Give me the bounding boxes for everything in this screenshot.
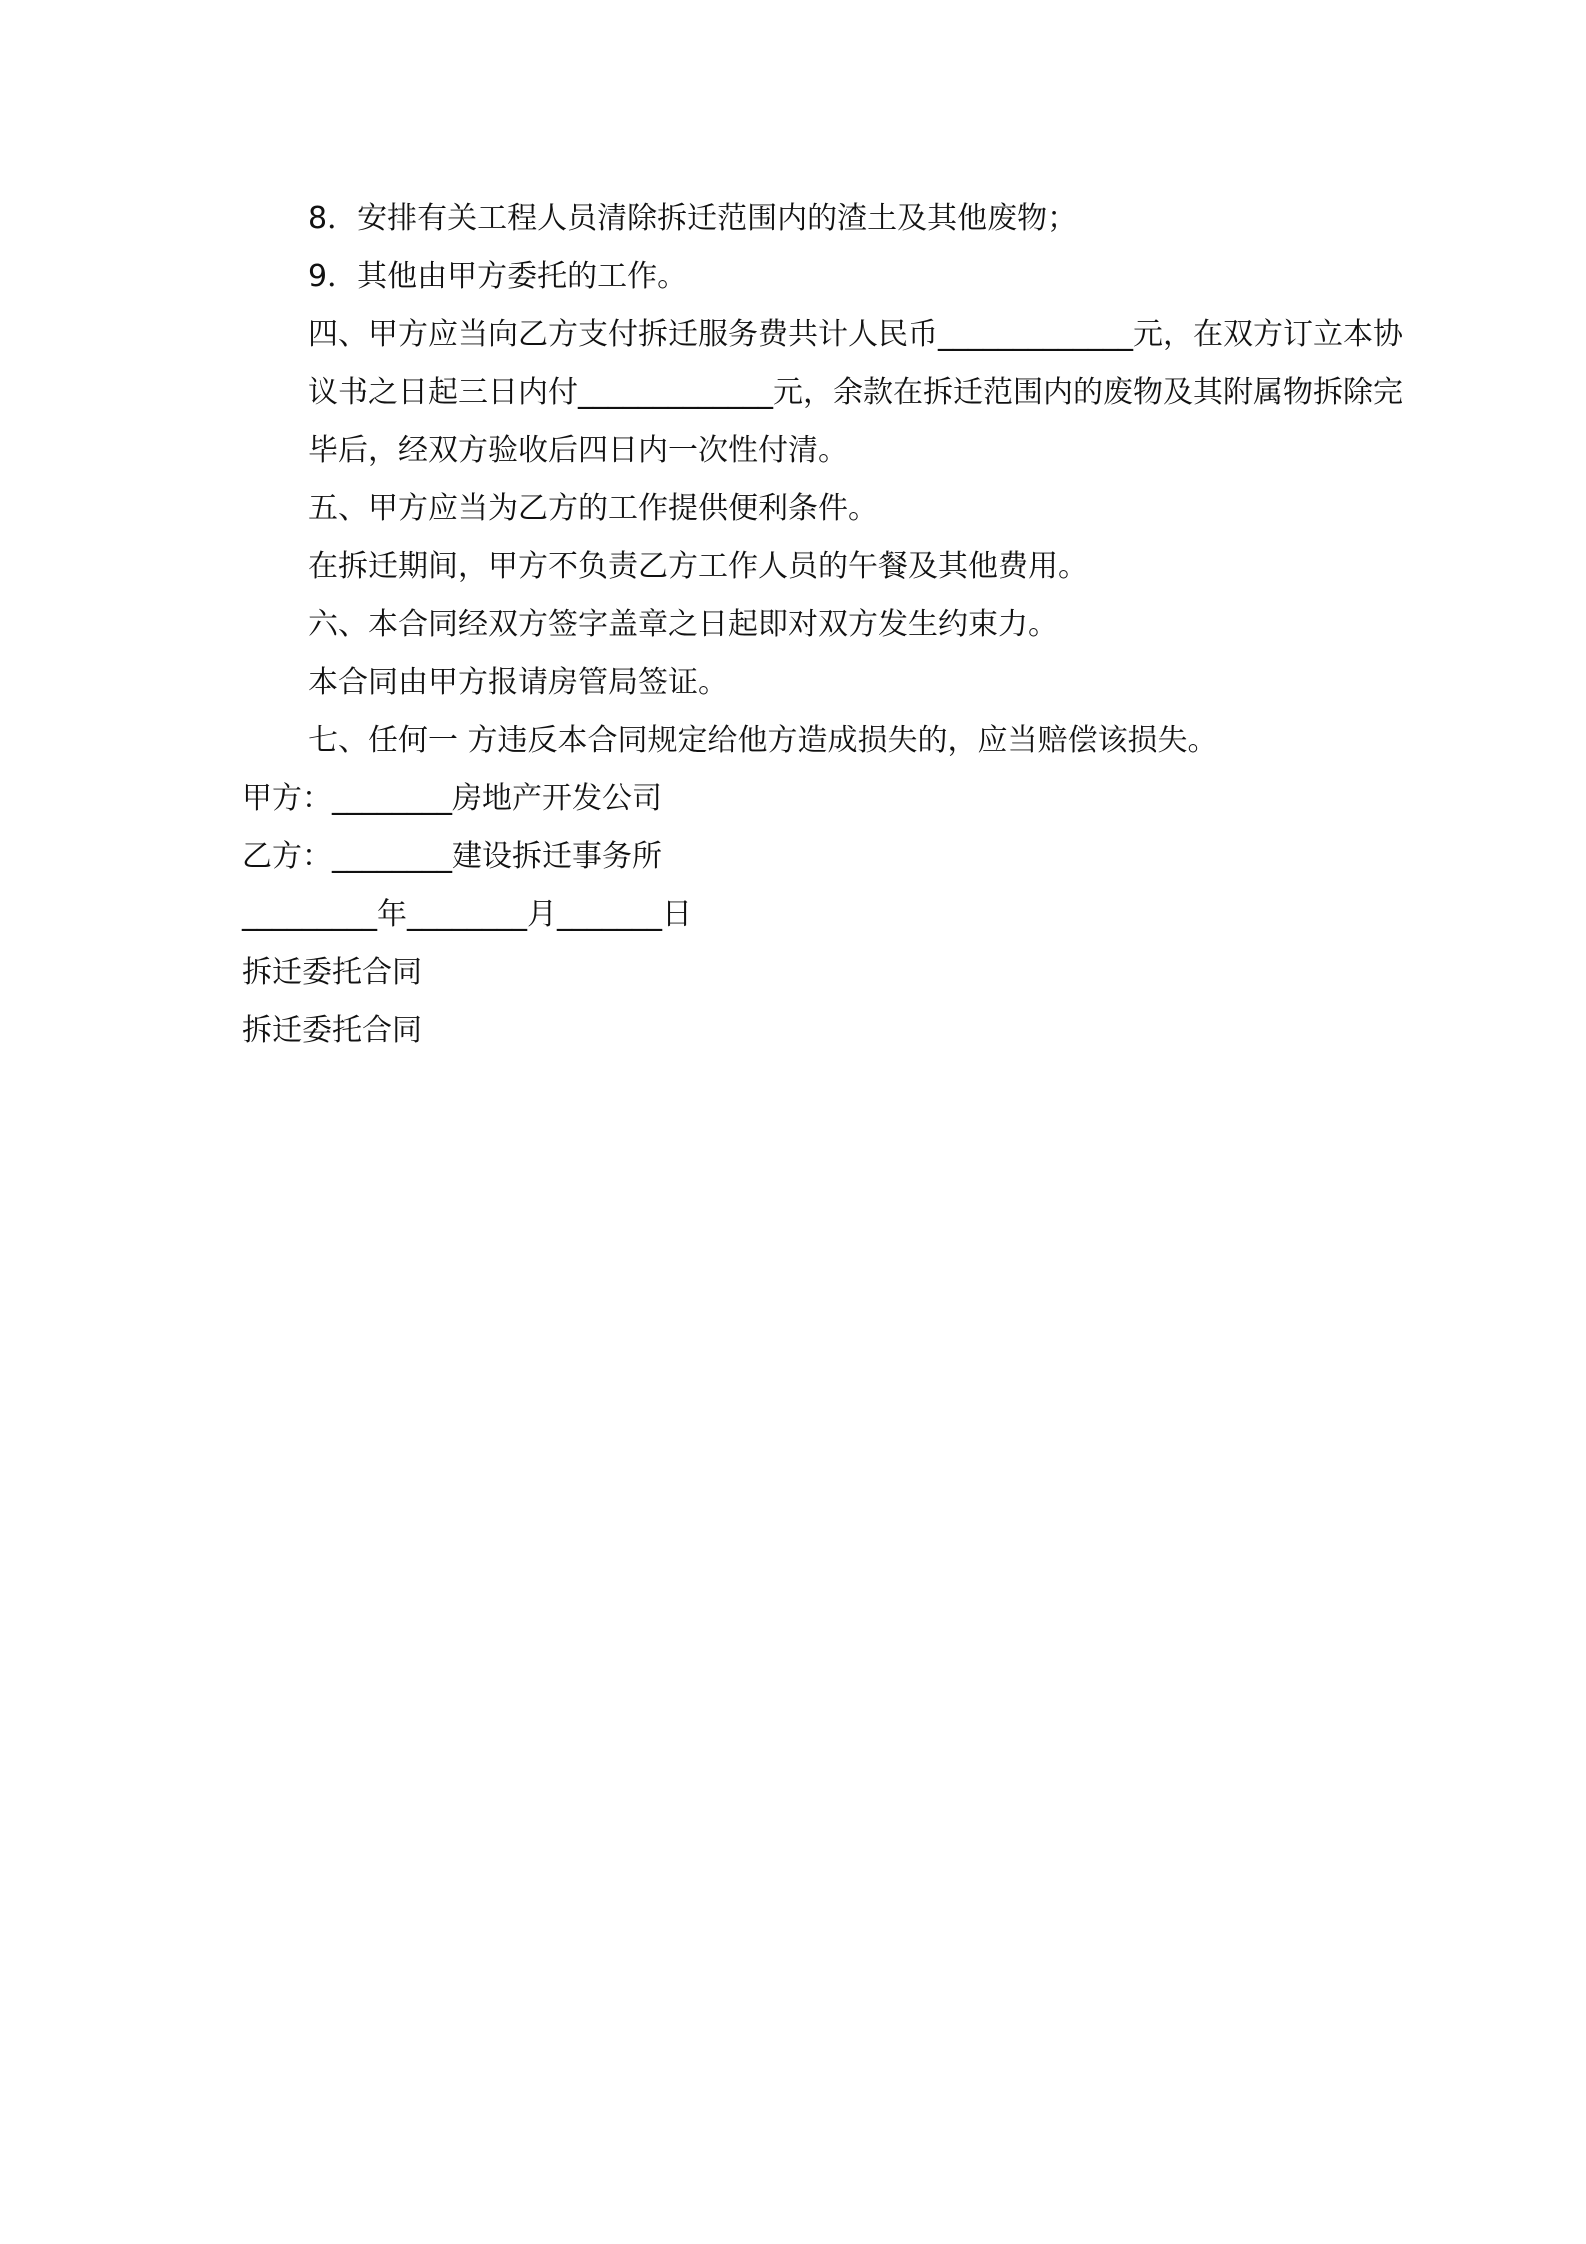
item-8: 8．安排有关工程人员清除拆迁范围内的渣土及其他废物； — [308, 201, 1078, 236]
clause-6-note: 本合同由甲方报请房管局签证。 — [308, 665, 728, 700]
footer-title-2: 拆迁委托合同 — [242, 1013, 422, 1048]
clause-5-note: 在拆迁期间，甲方不负责乙方工作人员的午餐及其他费用。 — [308, 549, 1088, 584]
party-b-line: 乙方：________建设拆迁事务所 — [242, 839, 662, 874]
clause-7: 七、任何一 方违反本合同规定给他方造成损失的，应当赔偿该损失。 — [308, 723, 1218, 758]
clause-6: 六、本合同经双方签字盖章之日起即对双方发生约束力。 — [308, 607, 1058, 642]
item-9: 9．其他由甲方委托的工作。 — [308, 259, 688, 294]
clause-5: 五、甲方应当为乙方的工作提供便利条件。 — [308, 491, 878, 526]
footer-title-1: 拆迁委托合同 — [242, 955, 422, 990]
document-body — [242, 190, 1403, 1060]
date-line: _________年________月_______日 — [242, 897, 692, 932]
clause-4: 四、甲方应当向乙方支付拆迁服务费共计人民币_____________元，在双方订立本协议书之日起三日内付_____________元，余款在拆迁范围内的废物及其附属物拆除完毕后，经双方验收后四日内一次性付清。 — [308, 317, 1403, 468]
party-a-line: 甲方：________房地产开发公司 — [242, 781, 662, 816]
